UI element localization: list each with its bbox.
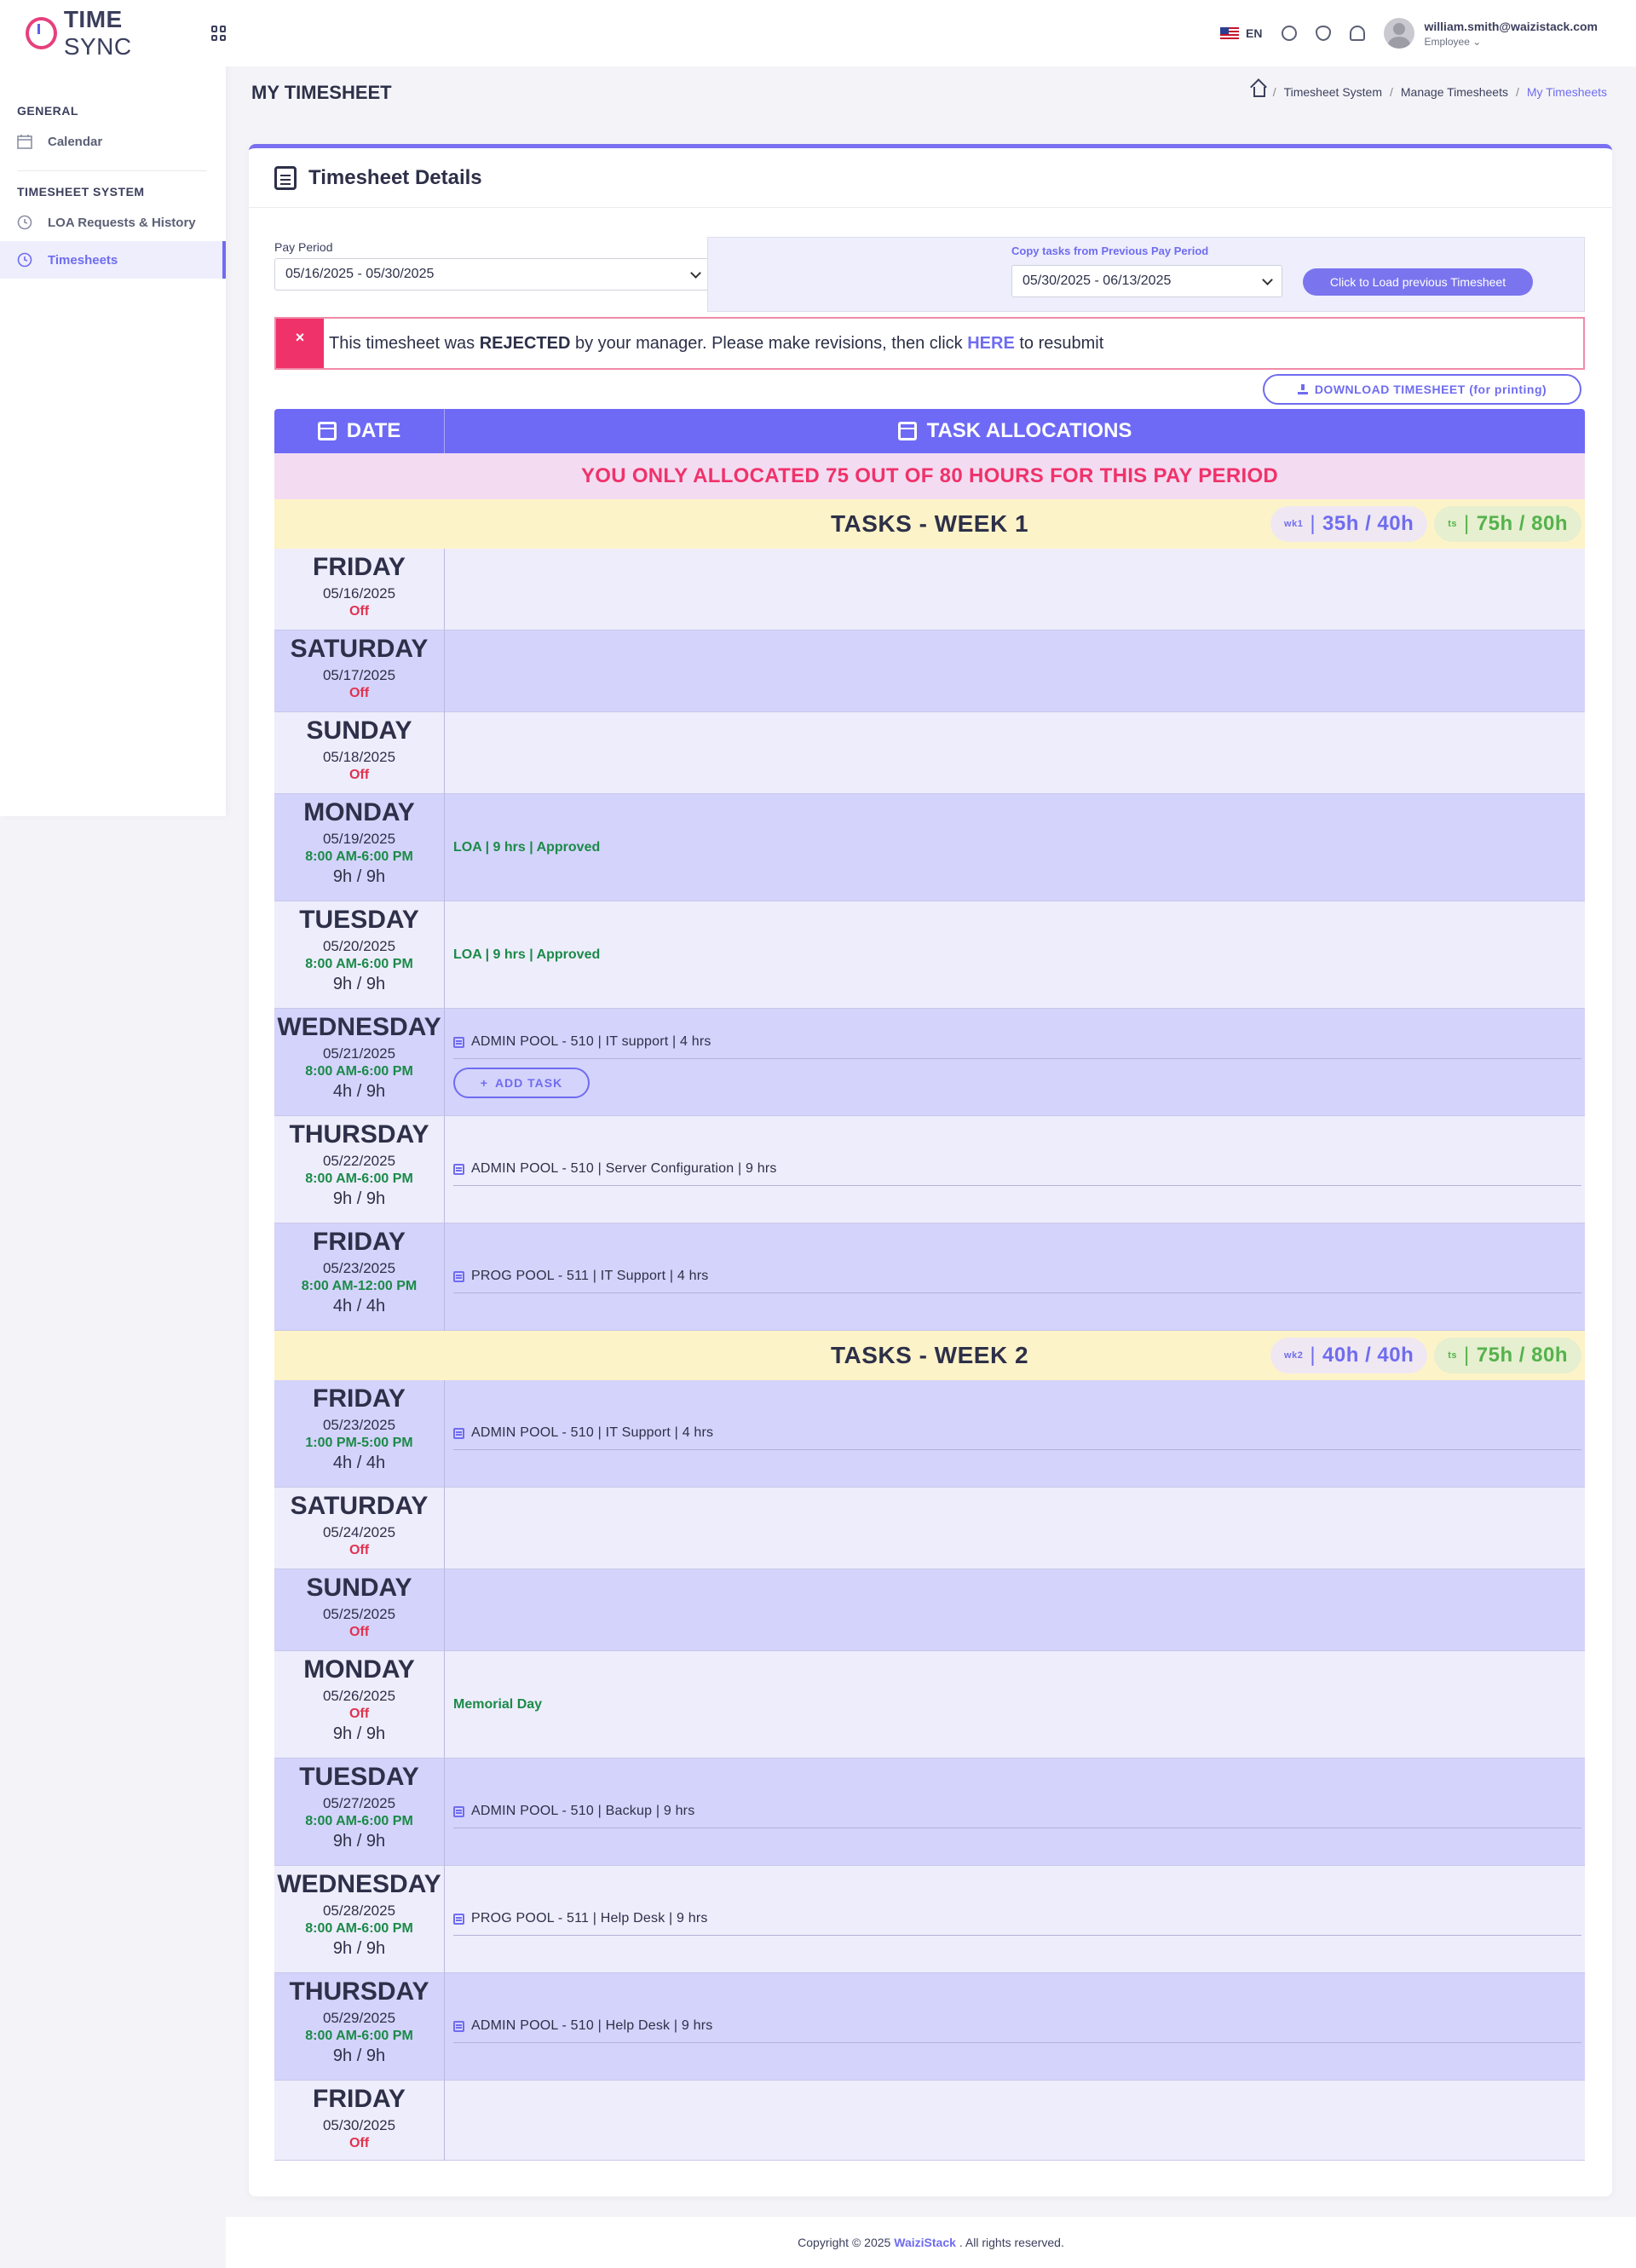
date-cell xyxy=(274,549,445,630)
off-status: Off xyxy=(349,604,370,619)
date-cell xyxy=(274,1380,445,1488)
sidebar-section-general: GENERAL xyxy=(17,104,78,118)
work-hours-range: 8:00 AM-6:00 PM xyxy=(305,2029,413,2043)
breadcrumb-timesheet-system[interactable]: Timesheet System xyxy=(1283,85,1382,99)
off-status: Off xyxy=(349,2136,370,2150)
work-hours-range: 8:00 AM-6:00 PM xyxy=(305,1171,413,1186)
tasks-cell[interactable] xyxy=(445,1866,1585,1973)
timesheet-table xyxy=(274,409,1585,2161)
date-cell xyxy=(274,1116,445,1223)
language-selector[interactable]: EN xyxy=(1246,26,1263,40)
tasks-cell[interactable] xyxy=(445,1380,1585,1488)
day-date: 05/26/2025 xyxy=(322,1688,396,1704)
table-row xyxy=(274,2081,1585,2161)
day-name: MONDAY xyxy=(303,1655,415,1684)
close-icon[interactable]: × xyxy=(276,319,324,368)
pay-period-value: 05/16/2025 - 05/30/2025 xyxy=(285,267,435,281)
task-text: ADMIN POOL - 510 | Server Configuration | 9 hrs xyxy=(471,1161,777,1176)
task-icon xyxy=(453,1271,464,1282)
day-name: SATURDAY xyxy=(290,635,429,663)
table-row xyxy=(274,1651,1585,1759)
task-column-header: TASK ALLOCATIONS xyxy=(445,409,1585,453)
card-header xyxy=(249,148,1612,208)
day-name: SATURDAY xyxy=(290,1492,429,1520)
off-status: Off xyxy=(349,686,370,700)
chevron-down-icon xyxy=(1262,274,1273,285)
sidebar-item-label: Timesheets xyxy=(48,252,118,268)
timesheet-hours-pill: ts | 75h / 80h xyxy=(1434,1338,1581,1373)
sidebar-divider xyxy=(17,170,207,171)
date-cell xyxy=(274,2081,445,2161)
week-header xyxy=(274,1331,1585,1380)
day-name: THURSDAY xyxy=(289,1977,429,2006)
table-row xyxy=(274,1759,1585,1866)
user-email: william.smith@waizistack.com xyxy=(1424,19,1598,33)
task-text: ADMIN POOL - 510 | Backup | 9 hrs xyxy=(471,1804,695,1818)
date-cell xyxy=(274,1223,445,1331)
tasks-cell[interactable] xyxy=(445,1569,1585,1651)
day-date: 05/30/2025 xyxy=(322,2117,396,2133)
pay-period-label: Pay Period xyxy=(274,240,333,254)
allocated-hours: 9h / 9h xyxy=(332,867,386,886)
sidebar xyxy=(0,0,226,816)
sidebar-item-label: LOA Requests & History xyxy=(48,215,196,230)
tasks-cell[interactable] xyxy=(445,2081,1585,2161)
day-date: 05/22/2025 xyxy=(322,1153,396,1169)
task-text: ADMIN POOL - 510 | IT support | 4 hrs xyxy=(471,1034,711,1049)
tasks-cell[interactable] xyxy=(445,1009,1585,1116)
task-text: PROG POOL - 511 | IT Support | 4 hrs xyxy=(471,1269,709,1283)
allocated-hours: 9h / 9h xyxy=(332,1832,386,1851)
off-status: Off xyxy=(349,1543,370,1557)
clock-icon xyxy=(17,252,32,268)
breadcrumb-separator: / xyxy=(1272,85,1276,99)
work-hours-range: 8:00 AM-6:00 PM xyxy=(305,1921,413,1936)
table-row xyxy=(274,794,1585,901)
alert-status: REJECTED xyxy=(479,333,571,353)
loa-entry[interactable]: LOA | 9 hrs | Approved xyxy=(453,947,601,962)
task-entry[interactable] xyxy=(453,1795,1581,1828)
day-date: 05/27/2025 xyxy=(322,1795,396,1811)
previous-period-value: 05/30/2025 - 06/13/2025 xyxy=(1022,273,1172,288)
tasks-cell[interactable] xyxy=(445,794,1585,901)
day-date: 05/18/2025 xyxy=(322,749,396,765)
sidebar-item-label: Calendar xyxy=(48,134,103,149)
tasks-cell[interactable] xyxy=(445,1116,1585,1223)
sidebar-section-timesheet-system: TIMESHEET SYSTEM xyxy=(17,185,145,199)
table-row xyxy=(274,549,1585,630)
week-hours-pill: wk2 | 40h / 40h xyxy=(1270,1338,1427,1373)
breadcrumb-current: My Timesheets xyxy=(1526,85,1607,99)
search-icon[interactable] xyxy=(1282,26,1297,41)
day-name: WEDNESDAY xyxy=(277,1870,441,1898)
tasks-cell[interactable] xyxy=(445,549,1585,630)
day-date: 05/17/2025 xyxy=(322,667,396,683)
tasks-cell[interactable] xyxy=(445,1223,1585,1331)
work-hours-range: 8:00 AM-6:00 PM xyxy=(305,849,413,864)
table-row xyxy=(274,630,1585,712)
day-name: SUNDAY xyxy=(306,717,412,745)
allocated-hours: 9h / 9h xyxy=(332,975,386,993)
copy-previous-label: Copy tasks from Previous Pay Period xyxy=(1011,245,1209,257)
date-cell xyxy=(274,1009,445,1116)
calendar-icon xyxy=(898,422,917,440)
bell-icon[interactable] xyxy=(1350,26,1365,41)
resubmit-link[interactable]: HERE xyxy=(967,333,1015,353)
tasks-cell[interactable] xyxy=(445,1973,1585,2081)
home-icon[interactable] xyxy=(1253,87,1265,97)
location-icon[interactable] xyxy=(1316,26,1331,41)
day-date: 05/20/2025 xyxy=(322,938,396,954)
logo[interactable] xyxy=(0,0,226,66)
timesheet-details-card xyxy=(249,144,1612,2196)
loa-entry[interactable]: LOA | 9 hrs | Approved xyxy=(453,839,601,855)
table-row xyxy=(274,712,1585,794)
apps-grid-icon[interactable] xyxy=(211,26,226,41)
date-cell xyxy=(274,1866,445,1973)
hours-pills xyxy=(1270,1338,1581,1373)
task-icon xyxy=(453,1037,464,1048)
allocated-hours: 9h / 9h xyxy=(332,2046,386,2065)
previous-period-select[interactable] xyxy=(1011,265,1282,297)
task-text: ADMIN POOL - 510 | Help Desk | 9 hrs xyxy=(471,2018,713,2033)
task-icon xyxy=(453,1428,464,1439)
date-cell xyxy=(274,1759,445,1866)
sidebar-item-timesheets[interactable] xyxy=(0,241,226,279)
day-date: 05/23/2025 xyxy=(322,1417,396,1433)
work-hours-range: 1:00 PM-5:00 PM xyxy=(305,1436,413,1450)
rejected-alert xyxy=(274,317,1585,370)
off-status: Off xyxy=(349,1707,370,1721)
user-role: Employee ⌄ xyxy=(1424,35,1482,48)
add-task-button[interactable]: + ADD TASK xyxy=(453,1068,590,1098)
document-icon xyxy=(274,166,297,190)
clock-icon xyxy=(17,215,32,230)
table-row xyxy=(274,1116,1585,1223)
task-entry[interactable] xyxy=(453,1417,1581,1450)
week-hours-pill: wk1 | 35h / 40h xyxy=(1270,506,1427,542)
work-hours-range: 8:00 AM-6:00 PM xyxy=(305,1814,413,1828)
tasks-cell[interactable] xyxy=(445,901,1585,1009)
allocated-hours: 9h / 9h xyxy=(332,1939,386,1958)
task-entry[interactable] xyxy=(453,2010,1581,2043)
day-name: FRIDAY xyxy=(313,2085,406,2113)
task-icon xyxy=(453,2021,464,2032)
breadcrumb-manage-timesheets[interactable]: Manage Timesheets xyxy=(1400,85,1508,99)
tasks-cell[interactable] xyxy=(445,1759,1585,1866)
allocated-hours: 4h / 4h xyxy=(332,1453,386,1472)
day-date: 05/25/2025 xyxy=(322,1606,396,1622)
task-entry[interactable] xyxy=(453,1902,1581,1936)
hours-pills xyxy=(1270,506,1581,542)
download-timesheet-button[interactable]: DOWNLOAD TIMESHEET (for printing) xyxy=(1263,374,1581,405)
day-name: TUESDAY xyxy=(299,906,419,934)
calendar-icon xyxy=(318,422,337,440)
task-icon xyxy=(453,1164,464,1175)
table-header xyxy=(274,409,1585,453)
user-menu[interactable] xyxy=(1425,20,1599,48)
table-row xyxy=(274,901,1585,1009)
task-text: PROG POOL - 511 | Help Desk | 9 hrs xyxy=(471,1911,708,1925)
week-title: TASKS - WEEK 1 xyxy=(830,510,1029,537)
date-cell xyxy=(274,794,445,901)
allocation-warning: YOU ONLY ALLOCATED 75 OUT OF 80 HOURS FOR THIS PAY PERIOD xyxy=(274,453,1585,499)
logo-text: TIME SYNC xyxy=(63,6,132,60)
work-hours-range: 8:00 AM-6:00 PM xyxy=(305,1064,413,1079)
date-cell xyxy=(274,1488,445,1569)
date-cell xyxy=(274,712,445,794)
week-title: TASKS - WEEK 2 xyxy=(830,1342,1029,1368)
alert-message: This timesheet was REJECTED by your manager. Please make revisions, then click HERE to resubmit xyxy=(329,333,1104,353)
table-row xyxy=(274,1380,1585,1488)
day-date: 05/16/2025 xyxy=(322,585,396,602)
day-name: TUESDAY xyxy=(299,1763,419,1791)
allocated-hours: 9h / 9h xyxy=(332,1724,386,1743)
off-status: Off xyxy=(349,768,370,782)
table-row xyxy=(274,1866,1585,1973)
pay-period-select[interactable] xyxy=(274,258,711,291)
table-row xyxy=(274,1223,1585,1331)
date-cell xyxy=(274,630,445,712)
breadcrumb-separator: / xyxy=(1390,85,1393,99)
date-cell xyxy=(274,901,445,1009)
date-column-header: DATE xyxy=(274,409,445,453)
day-date: 05/29/2025 xyxy=(322,2010,396,2026)
day-date: 05/28/2025 xyxy=(322,1902,396,1919)
task-entry[interactable] xyxy=(453,1260,1581,1293)
allocated-hours: 4h / 9h xyxy=(332,1082,386,1101)
download-icon xyxy=(1298,384,1308,394)
table-row xyxy=(274,1009,1585,1116)
task-icon xyxy=(453,1914,464,1925)
date-cell xyxy=(274,1651,445,1759)
load-previous-timesheet-button[interactable]: Click to Load previous Timesheet xyxy=(1303,268,1533,296)
copy-previous-panel xyxy=(707,237,1585,312)
task-text: ADMIN POOL - 510 | IT Support | 4 hrs xyxy=(471,1425,714,1440)
chevron-down-icon xyxy=(690,268,701,279)
breadcrumb xyxy=(1253,85,1607,99)
clock-logo-icon xyxy=(26,17,57,49)
work-hours-range: 8:00 AM-12:00 PM xyxy=(301,1279,418,1293)
allocated-hours: 9h / 9h xyxy=(332,1189,386,1208)
task-icon xyxy=(453,1806,464,1817)
day-name: WEDNESDAY xyxy=(277,1013,441,1041)
work-hours-range: 8:00 AM-6:00 PM xyxy=(305,957,413,971)
day-date: 05/19/2025 xyxy=(322,831,396,847)
allocated-hours: 4h / 4h xyxy=(332,1297,386,1315)
task-entry[interactable] xyxy=(453,1153,1581,1186)
day-name: FRIDAY xyxy=(313,553,406,581)
date-cell xyxy=(274,1973,445,2081)
calendar-icon xyxy=(17,134,32,149)
footer-brand-link[interactable]: WaiziStack xyxy=(894,2236,956,2249)
day-name: FRIDAY xyxy=(313,1384,406,1413)
date-cell xyxy=(274,1569,445,1651)
sidebar-item-loa-requests[interactable] xyxy=(0,204,226,241)
task-entry[interactable] xyxy=(453,1026,1581,1059)
off-status: Off xyxy=(349,1625,370,1639)
timesheet-hours-pill: ts | 75h / 80h xyxy=(1434,506,1581,542)
week-header xyxy=(274,499,1585,549)
day-name: SUNDAY xyxy=(306,1574,412,1602)
tasks-cell[interactable] xyxy=(445,1488,1585,1569)
day-name: MONDAY xyxy=(303,798,415,826)
tasks-cell[interactable] xyxy=(445,630,1585,712)
page-title: MY TIMESHEET xyxy=(251,82,392,103)
footer: Copyright © 2025 WaiziStack . All rights reserved. xyxy=(226,2217,1636,2268)
day-name: THURSDAY xyxy=(289,1120,429,1148)
day-date: 05/23/2025 xyxy=(322,1260,396,1276)
breadcrumb-separator: / xyxy=(1515,85,1519,99)
day-date: 05/24/2025 xyxy=(322,1524,396,1540)
day-name: FRIDAY xyxy=(313,1228,406,1256)
chevron-down-icon: ⌄ xyxy=(1472,35,1482,48)
topbar xyxy=(226,0,1636,66)
table-row xyxy=(274,1973,1585,2081)
holiday-entry: Memorial Day xyxy=(453,1696,543,1712)
tasks-cell[interactable] xyxy=(445,1651,1585,1759)
plus-icon: + xyxy=(480,1076,488,1090)
avatar[interactable] xyxy=(1384,18,1414,49)
table-row xyxy=(274,1569,1585,1651)
card-title: Timesheet Details xyxy=(308,165,482,189)
sidebar-item-calendar[interactable] xyxy=(0,123,226,160)
us-flag-icon[interactable] xyxy=(1220,27,1239,39)
day-date: 05/21/2025 xyxy=(322,1045,396,1062)
table-row xyxy=(274,1488,1585,1569)
tasks-cell[interactable] xyxy=(445,712,1585,794)
